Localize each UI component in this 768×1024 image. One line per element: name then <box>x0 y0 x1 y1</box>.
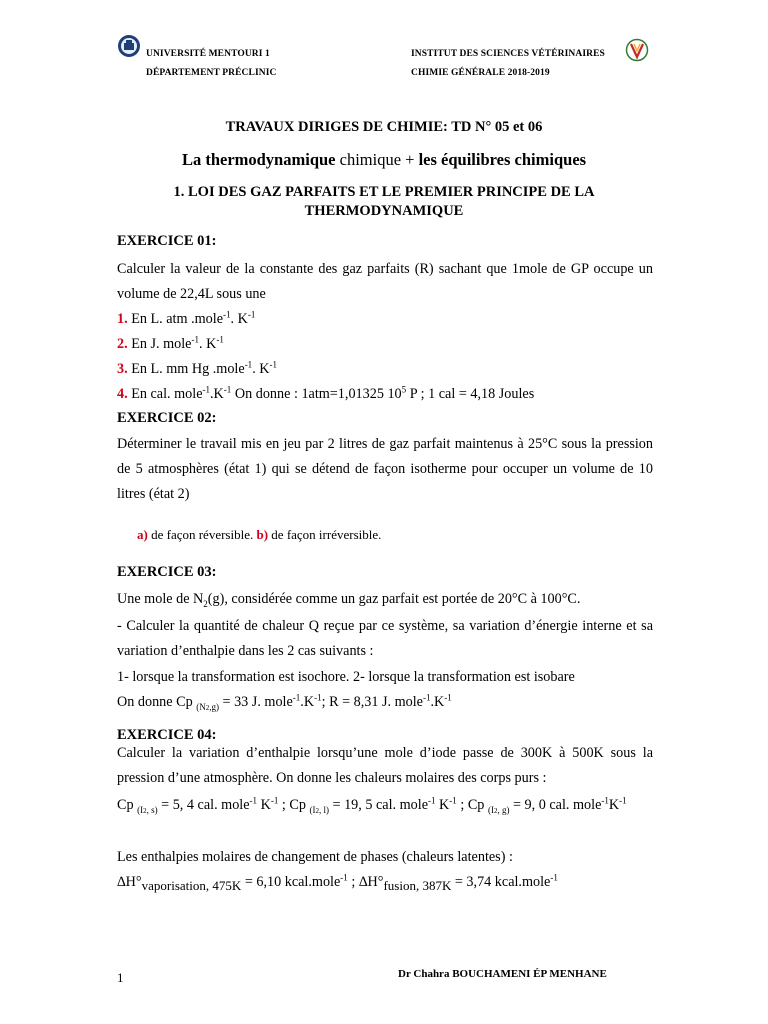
ex1-item-4: 4. En cal. $mole^{-1}.K^{-1}$ On donne : 1atm=1,01325 $10^5$ P ; 1 cal = 4,18 Joules <box>117 384 535 402</box>
header-department: DÉPARTEMENT PRÉCLINIC <box>146 68 277 78</box>
header-course: CHIMIE GÉNÉRALE 2018-2019 <box>411 68 550 78</box>
ex1-text: Calculer la valeur de la constante des gaz parfaits (R) sachant que 1mole de GP occupe un volume de 22,4L sous une <box>117 261 653 302</box>
ex1-item-2: 2. En J. mole$^{-1}$. $K^{-1}$ <box>117 334 224 352</box>
ex1-item-3: 3. En L. mm Hg .mole$^{-1}$. $K^{-1}$ <box>117 359 278 377</box>
footer-author: Dr Chahra BOUCHAMENI ÉP MENHANE <box>398 968 607 980</box>
ex3-line3: 1- lorsque la transformation est isochore. 2- lorsque la transformation est isobare <box>117 669 575 685</box>
section-title: 1. LOI DES GAZ PARFAITS ET LE PREMIER PRINCIPE DE LA THERMODYNAMIQUE <box>173 184 595 219</box>
ex4-line1: Calculer la variation d’enthalpie lorsqu’une mole d’iode passe de 300K à 500K sous la pression d’une atmosphère. On donne les chaleurs molaires des corps purs : <box>117 745 653 786</box>
ex4-heading: EXERCICE 04: <box>117 727 217 743</box>
page-number: 1 <box>117 970 124 985</box>
ex4-latent-heading: Les enthalpies molaires de changement de phases (chaleurs latentes) : <box>117 849 513 865</box>
ex2-options: a) de façon réversible. b) de façon irréversible. <box>137 527 382 542</box>
page-title: TRAVAUX DIRIGES DE CHIMIE: TD N° 05 et 06 <box>225 119 543 135</box>
ex1-item-1: 1. En L. atm .mole$^{-1}$. $K^{-1}$ <box>117 309 256 327</box>
ex4-cp-line: Cp $_{(I2, s)}$ = 5, 4 cal. mole$^{-1}$ $K^{-1}$ ; Cp $_{(I2, l)}$ = 19, 5 cal. mole$^{-1}$ $K^{-1}$ ; Cp $_{(I2, g)}$ = 9, 0 cal. $mole^{-1}K^{-1}$ <box>117 795 627 815</box>
ex3-line2: - Calculer la quantité de chaleur Q reçue par ce système, sa variation d’énergie interne et sa variation d’enthalpie dans les 2 cas suivants : <box>117 618 653 659</box>
ex4-latent-values: $\Delta H^\circ_{vaporisation, 475K} = 6,10$ kcal.mole$^{-1}$ ; $\Delta H^\circ_{fusion, 387K} = 3,74$ kcal.mole$^{-1}$ <box>117 872 558 893</box>
page-subtitle: La thermodynamique chimique + les équilibres chimiques <box>181 150 587 169</box>
ex3-line1: Une mole de $N_2(g)$, considérée comme un gaz parfait est portée de 20°C à 100°C. <box>117 591 581 609</box>
ex2-heading: EXERCICE 02: <box>117 410 217 426</box>
ex2-text: Déterminer le travail mis en jeu par 2 litres de gaz parfait maintenus à 25°C sous la pression de 5 atmosphères (état 1) qui se détend de façon isotherme pour occuper un volume de 10 litres (état 2) <box>117 436 653 502</box>
institute-logo-icon <box>625 38 649 62</box>
ex1-heading: EXERCICE 01: <box>117 233 217 249</box>
ex3-heading: EXERCICE 03: <box>117 564 217 580</box>
header-university: UNIVERSITÉ MENTOURI 1 <box>146 49 270 59</box>
university-logo-icon <box>117 34 141 58</box>
ex3-line4: On donne Cp $_{(N2,g)}$ = 33 J. $mole^{-1}.K^{-1}$; R = 8,31 J. $mole^{-1}.K^{-1}$ <box>117 692 452 712</box>
header-institute: INSTITUT DES SCIENCES VÉTÉRINAIRES <box>411 49 605 59</box>
